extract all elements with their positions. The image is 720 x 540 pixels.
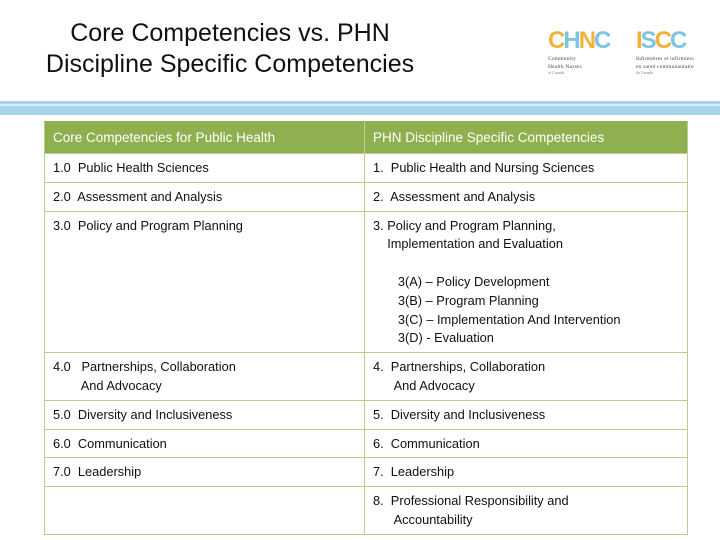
slide-title-line-2: Discipline Specific Competencies bbox=[45, 50, 415, 78]
core-cell: 2.0 Assessment and Analysis bbox=[45, 182, 365, 211]
table-row bbox=[45, 400, 688, 429]
table-row bbox=[45, 487, 688, 535]
chnc-logo-mark bbox=[548, 28, 626, 54]
phn-cell: 1. Public Health and Nursing Sciences bbox=[365, 154, 688, 183]
competencies-table bbox=[44, 121, 688, 535]
iscc-logo-mark bbox=[636, 28, 714, 54]
phn-cell: 8. Professional Responsibility and Accountability bbox=[365, 487, 688, 535]
iscc-logo-text-2: en santé communautaire bbox=[636, 64, 694, 71]
slide-title bbox=[0, 18, 460, 80]
iscc-logo-text-3: du Canada bbox=[636, 70, 653, 76]
chnc-letter: C bbox=[548, 27, 564, 54]
iscc-letter: I bbox=[636, 27, 641, 54]
iscc-letter: S bbox=[640, 27, 655, 54]
core-cell: 3.0 Policy and Program Planning bbox=[45, 211, 365, 353]
phn-cell: 7. Leadership bbox=[365, 458, 688, 487]
core-cell: 1.0 Public Health Sciences bbox=[45, 154, 365, 183]
header-core-competencies: Core Competencies for Public Health bbox=[45, 122, 365, 154]
table-row bbox=[45, 182, 688, 211]
table-row bbox=[45, 211, 688, 353]
iscc-logo-text-1: Infirmières et infirmiers bbox=[636, 56, 694, 62]
iscc-logo bbox=[636, 28, 714, 84]
chnc-logo-text-1: Community bbox=[548, 56, 577, 62]
core-cell bbox=[45, 487, 365, 535]
table-row bbox=[45, 458, 688, 487]
phn-cell: 2. Assessment and Analysis bbox=[365, 182, 688, 211]
chnc-letter: N bbox=[578, 27, 595, 54]
chnc-logo-text-3: of Canada bbox=[548, 70, 565, 76]
slide-title-line-1: Core Competencies vs. PHN bbox=[70, 19, 390, 47]
chnc-letter: C bbox=[594, 27, 610, 54]
table-row bbox=[45, 429, 688, 458]
iscc-letter: C bbox=[654, 27, 671, 54]
chnc-logo bbox=[548, 28, 626, 84]
phn-cell: 5. Diversity and Inclusiveness bbox=[365, 400, 688, 429]
decorative-band-line bbox=[0, 104, 720, 106]
core-cell: 6.0 Communication bbox=[45, 429, 365, 458]
core-cell: 7.0 Leadership bbox=[45, 458, 365, 487]
chnc-logo-text-2: Health Nurses bbox=[548, 64, 582, 71]
table-header-row bbox=[45, 122, 688, 154]
table-row bbox=[45, 353, 688, 401]
table-row bbox=[45, 154, 688, 183]
phn-cell: 4. Partnerships, Collaboration And Advocacy bbox=[365, 353, 688, 401]
chnc-letter: H bbox=[563, 27, 579, 54]
logo-group bbox=[548, 28, 718, 84]
header-phn-competencies: PHN Discipline Specific Competencies bbox=[365, 122, 688, 154]
core-cell: 4.0 Partnerships, Collaboration And Advocacy bbox=[45, 353, 365, 401]
iscc-letter: C bbox=[670, 27, 686, 54]
core-cell: 5.0 Diversity and Inclusiveness bbox=[45, 400, 365, 429]
phn-cell: 3. Policy and Program Planning, Implementation and Evaluation 3(A) – Policy Development 3(B) – Program Planning 3(C) – Implementation And Intervention 3(D) - Evaluation bbox=[365, 211, 688, 353]
phn-cell: 6. Communication bbox=[365, 429, 688, 458]
